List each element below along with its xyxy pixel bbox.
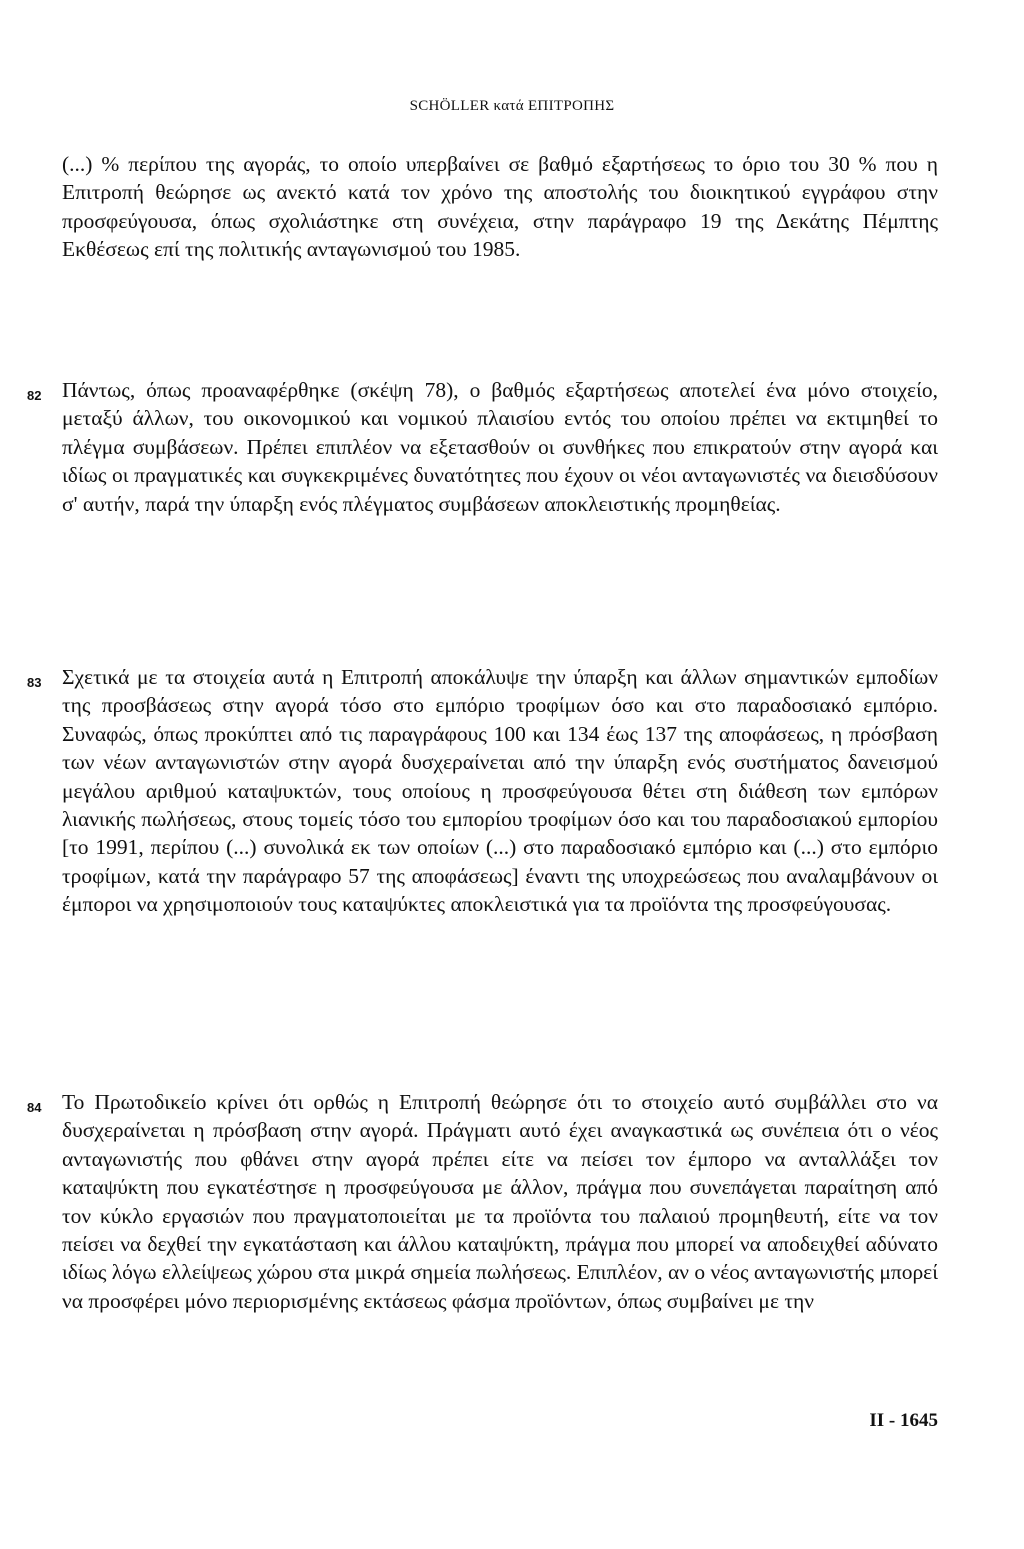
paragraph-number: 84 <box>27 1100 42 1115</box>
paragraph-text: Σχετικά με τα στοιχεία αυτά η Επιτροπή αποκάλυψε την ύπαρξη και άλλων σημαντικών εμποδίων της προσβάσεως στην αγορά τόσο στο εμπόριο τροφίμων όσο και στο παραδοσιακό εμπόριο. Συναφώς, όπως προκύπτει από τις παραγράφους 100 και 134 έως 137 της αποφάσεως, η πρόσβαση των νέων ανταγωνιστών στην αγορά δυσχεραίνεται από την ύπαρξη ενός συστήματος δανεισμού μεγάλου αριθμού καταψυκτών, τους οποίους η προσφεύγουσα θέτει στη διάθεση των εμπόρων λιανικής πωλήσεως, στους τομείς τόσο του εμπορίου τροφίμων όσο και του παραδοσιακού εμπορίου [το 1991, περίπου (...) συνολικά εκ των οποίων (...) στο παραδοσιακό εμπόριο και (...) στο εμπόριο τροφίμων, κατά την παράγραφο 57 της αποφάσεως] έναντι της υποχρεώσεως που αναλαμβάνουν οι έμποροι να χρησιμοποιούν τους καταψύκτες αποκλειστικά για τα προϊόντα της προσφεύγουσας. <box>62 665 938 917</box>
paragraph-84 <box>27 1088 938 1315</box>
paragraph-continuation <box>62 150 938 264</box>
page-number: II - 1645 <box>869 1410 938 1431</box>
running-header: SCHÖLLER κατά ΕΠΙΤΡΟΠΗΣ <box>409 98 615 114</box>
paragraph-82 <box>27 376 938 518</box>
paragraph-text: Πάντως, όπως προαναφέρθηκε (σκέψη 78), ο βαθμός εξαρτήσεως αποτελεί ένα μόνο στοιχείο, μεταξύ άλλων, του οικονομικού και νομικού πλαισίου εντός του οποίου πρέπει να εκτιμηθεί το πλέγμα συμβάσεων. Πρέπει επιπλέον να εξετασθούν οι συνθήκες που επικρατούν στην αγορά και ιδίως οι πραγματικές και συγκεκριμένες δυνατότητες που έχουν οι νέοι ανταγωνιστές να διεισδύσουν σ' αυτήν, παρά την ύπαρξη ενός πλέγματος συμβάσεων αποκλειστικής προμηθείας. <box>62 378 938 516</box>
paragraph-number: 82 <box>27 388 42 403</box>
paragraph-number: 83 <box>27 675 42 690</box>
paragraph-83 <box>27 663 938 919</box>
paragraph-text: (...) % περίπου της αγοράς, το οποίο υπερβαίνει σε βαθμό εξαρτήσεως το όριο του 30 % που η Επιτροπή θεώρησε ως ανεκτό κατά τον χρόνο της αποστολής του διοικητικού εγγράφου στην προσφεύγουσα, όπως σχολιάστηκε στη συνέχεια, στην παράγραφο 19 της Δεκάτης Πέμπτης Εκθέσεως επί της πολιτικής ανταγωνισμού του 1985. <box>62 152 938 262</box>
paragraph-text: Το Πρωτοδικείο κρίνει ότι ορθώς η Επιτροπή θεώρησε ότι το στοιχείο αυτό συμβάλλει στο να δυσχεραίνεται η πρόσβαση στην αγορά. Πράγματι αυτό έχει αναγκαστικά ως συνέπεια ότι ο νέος ανταγωνιστής που φθάνει στην αγορά πρέπει είτε να πείσει τον έμπορο να ανταλλάξει τον καταψύκτη που εγκατέστησε η προσφεύγουσα με άλλον, πράγμα που συνεπάγεται παραίτηση από τον κύκλο εργασιών που πραγματοποιείται με τα προϊόντα του παλαιού προμηθευτή, είτε να τον πείσει να δεχθεί την εγκατάσταση και άλλου καταψύκτη, πράγμα που μπορεί να αποδειχθεί αδύνατο ιδίως λόγω ελλείψεως χώρου στα μικρά σημεία πωλήσεως. Επιπλέον, αν ο νέος ανταγωνιστής μπορεί να προσφέρει μόνο περιορισμένης εκτάσεως φάσμα προϊόντων, όπως συμβαίνει με την <box>62 1090 938 1313</box>
